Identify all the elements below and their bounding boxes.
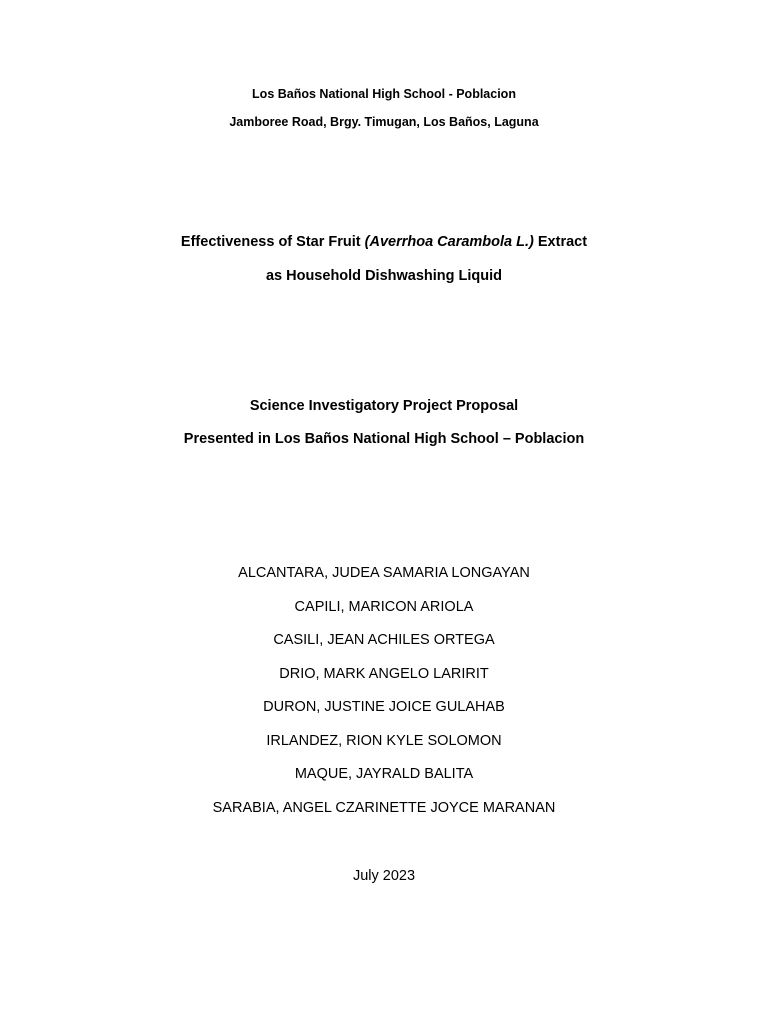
proposal-type: Science Investigatory Project Proposal [249,398,519,414]
project-title-line-1 [0,235,768,250]
author-name: DURON, JUSTINE JOICE GULAHAB [263,699,505,715]
author-name: CASILI, JEAN ACHILES ORTEGA [273,632,495,648]
author-name: DRIO, MARK ANGELO LARIRIT [279,666,489,682]
author-name: MAQUE, JAYRALD BALITA [294,766,474,782]
title-text-after: Extract [533,234,588,250]
author-name: SARABIA, ANGEL CZARINETTE JOYCE MARANAN [212,800,556,816]
author-name: IRLANDEZ, RION KYLE SOLOMON [266,733,502,749]
author-name: CAPILI, MARICON ARIOLA [294,599,474,615]
submission-date: July 2023 [352,868,416,884]
scientific-name: (Averrhoa Carambola L.) [364,234,534,250]
title-text-before: Effectiveness of Star Fruit [180,234,365,250]
school-name: Los Baños National High School - Poblacion [252,87,516,101]
presented-in: Presented in Los Baños National High School – Poblacion [183,431,585,447]
project-title-line-2: as Household Dishwashing Liquid [265,268,503,284]
school-address: Jamboree Road, Brgy. Timugan, Los Baños, Laguna [229,115,539,129]
author-name: ALCANTARA, JUDEA SAMARIA LONGAYAN [238,565,530,581]
